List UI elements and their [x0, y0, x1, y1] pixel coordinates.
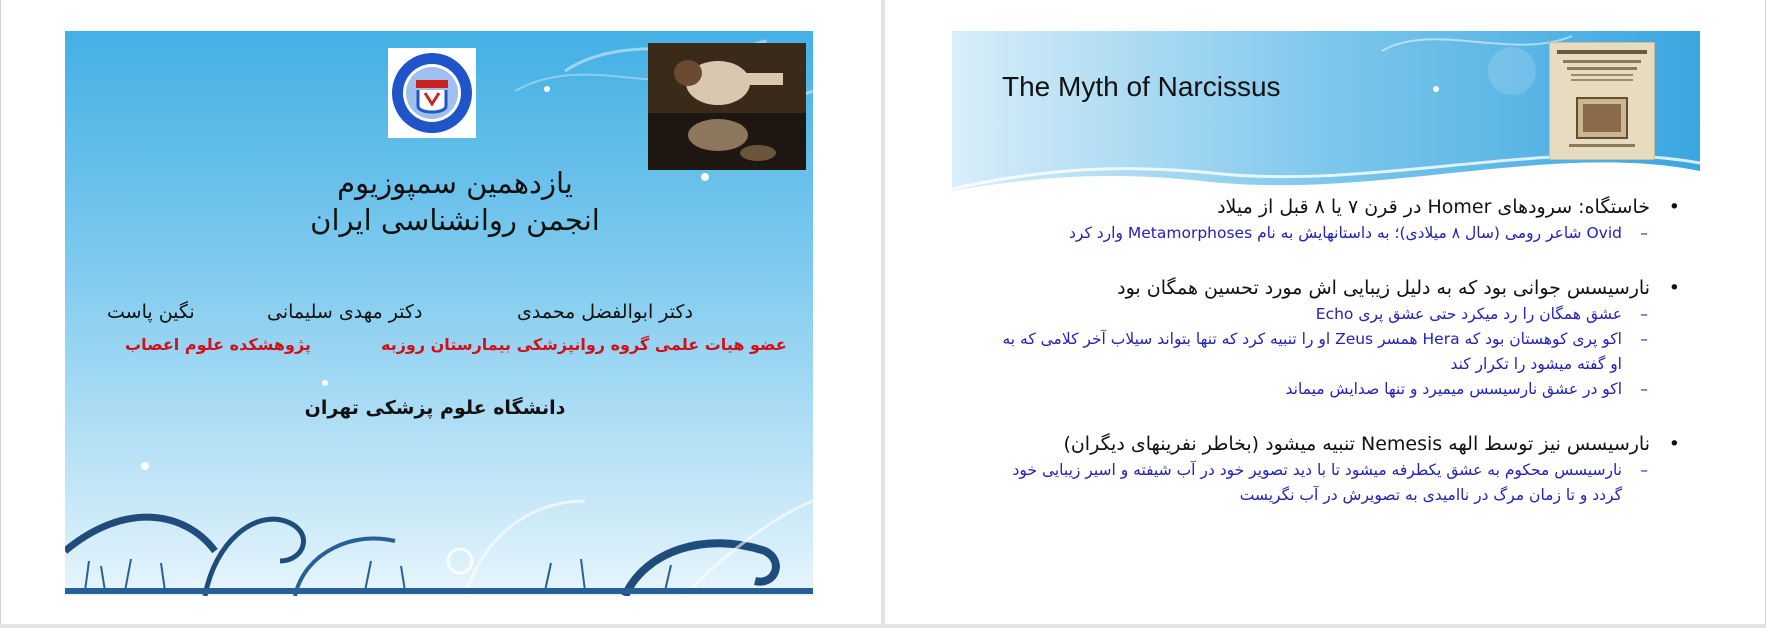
sub-bullet-echo-rejected: – عشق همگان را رد میکرد حتی عشق پری Echo: [992, 302, 1662, 327]
bullet-origin: • خاستگاه: سرودهای Homer در قرن ۷ یا ۸ قبل از میلاد: [992, 193, 1662, 221]
affiliation-roozbeh: عضو هیات علمی گروه روانپزشکی بیمارستان روزبه: [381, 335, 787, 354]
author-past: نگین پاست: [107, 301, 195, 323]
narcissus-painting: [648, 43, 806, 170]
association-logo: [388, 48, 476, 138]
bullet-nemesis: • نارسیسس نیز توسط الهه Nemesis تنبیه میشود (بخاطر نفرینهای دیگران): [992, 430, 1662, 458]
bullet-narcissus-youth: • نارسیسس جوانی بود که به دلیل زیبایی اش مورد تحسین همگان بود: [992, 274, 1662, 302]
affiliation-neuroscience: پژوهشکده علوم اعصاب: [125, 335, 311, 354]
sub-bullet-hera-punishment: – اکو پری کوهستان بود که Hera همسر Zeus او را تنبیه کرد که تنها بتواند سیلاب آخر کلامی که به او گفته میشود را تکرار کند: [992, 327, 1662, 377]
slide-myth-of-narcissus[interactable]: [952, 31, 1700, 596]
author-mohammadi: دکتر ابوالفضل محمدی: [517, 301, 694, 323]
metamorphoses-book-cover: [1549, 42, 1655, 160]
slide-title: The Myth of Narcissus: [1002, 71, 1281, 102]
symposium-title-line2: انجمن روانشناسی ایران: [310, 203, 600, 237]
page-bottom-edge: [0, 624, 1766, 628]
page-divider: [881, 0, 885, 628]
symposium-title-line1: یازدهمین سمپوزیوم: [337, 166, 573, 200]
university-name: دانشگاه علوم پزشکی تهران: [304, 397, 566, 419]
sub-bullet-reflection: – نارسیسس محکوم به عشق یکطرفه میشود تا با دید تصویر خود در آب شیفته و اسیر زیبایی خود گردد و تا زمان مرگ در ناامیدی به تصویرش در آب نگریست: [992, 458, 1662, 508]
sub-bullet-echo-dies: – اکو در عشق نارسیسس میمیرد و تنها صدایش میماند: [992, 377, 1662, 402]
sub-bullet-ovid: – Ovid شاعر رومی (سال ۸ میلادی)؛ به داستانهایش به نام Metamorphoses وارد کرد: [992, 221, 1662, 246]
bullet-list: [992, 193, 1662, 508]
slide-title[interactable]: [65, 31, 813, 596]
author-soleimani: دکتر مهدی سلیمانی: [267, 301, 423, 323]
